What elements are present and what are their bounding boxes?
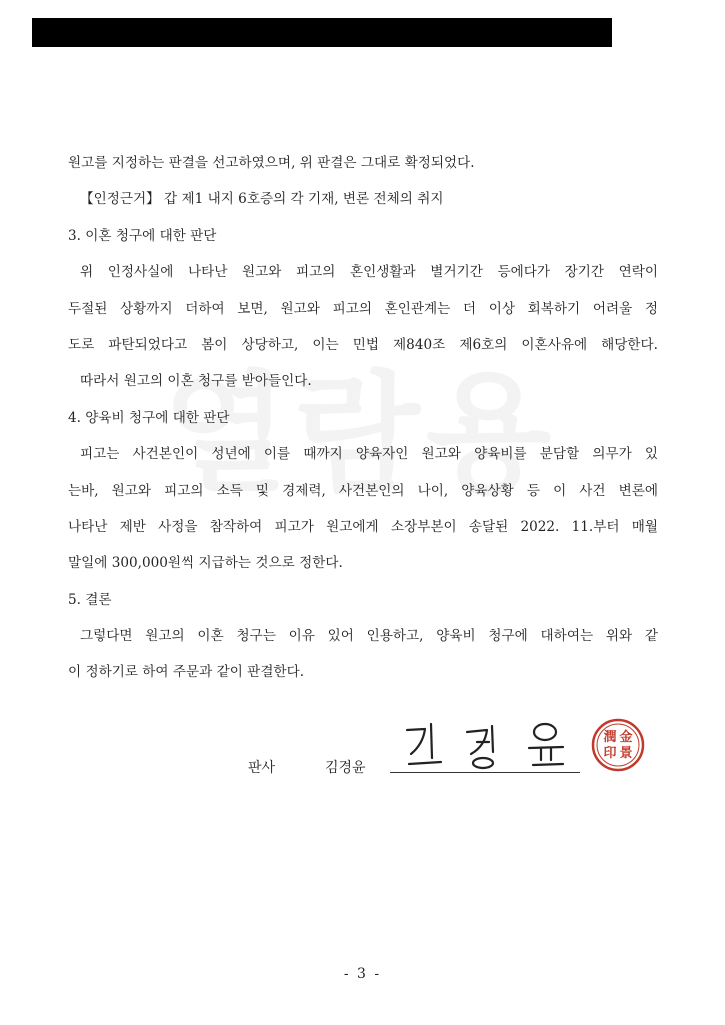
handwritten-signature: [395, 712, 575, 772]
svg-text:金: 金: [619, 730, 633, 745]
paragraph-line: 는바, 원고와 피고의 소득 및 경제력, 사건본인의 나이, 양육상황 등 이 사건 변론에: [68, 482, 658, 499]
paragraph-line: 위 인정사실에 나타난 원고와 피고의 혼인생활과 별거기간 등에다가 장기간 연락이: [80, 264, 658, 281]
document-body: [68, 145, 658, 691]
paragraph-line: 피고는 사건본인이 성년에 이를 때까지 양육자인 원고와 양육비를 분담할 의무가 있: [80, 446, 658, 463]
judge-title: 판사: [248, 760, 276, 776]
redaction-bar: [32, 18, 612, 47]
paragraph-line: 그렇다면 원고의 이혼 청구는 이유 있어 인용하고, 양육비 청구에 대하여는 위와 같: [80, 628, 658, 645]
page-number: - 3 -: [343, 966, 382, 982]
svg-text:景: 景: [619, 746, 633, 761]
evidence-basis: 【인정근거】 갑 제1 내지 6호증의 각 기재, 변론 전체의 취지: [80, 191, 444, 208]
section-heading-child-support: 4. 양육비 청구에 대한 판단: [68, 409, 230, 426]
paragraph-line: 말일에 300,000원씩 지급하는 것으로 정한다.: [68, 555, 343, 572]
paragraph-line: 원고를 지정하는 판결을 선고하였으며, 위 판결은 그대로 확정되었다.: [68, 155, 475, 171]
judge-name: 김경윤: [325, 760, 366, 776]
paragraph-line: 따라서 원고의 이혼 청구를 받아들인다.: [80, 373, 312, 390]
paragraph-line: 이 정하기로 하여 주문과 같이 판결한다.: [68, 664, 305, 681]
paragraph-line: 두절된 상황까지 더하여 보면, 원고와 피고의 혼인관계는 더 이상 회복하기 어려울 정: [68, 300, 658, 317]
section-heading-conclusion: 5. 결론: [68, 591, 112, 608]
signature-line: [390, 772, 580, 773]
signature-block: [0, 700, 725, 790]
paragraph-line: 도로 파탄되었다고 봄이 상당하고, 이는 민법 제840조 제6호의 이혼사유에 해당한다.: [68, 336, 658, 353]
judge-seal: [591, 718, 645, 772]
svg-text:潤: 潤: [603, 730, 617, 745]
section-heading-divorce: 3. 이혼 청구에 대한 판단: [68, 227, 217, 244]
paragraph-line: 나타난 제반 사정을 참작하여 피고가 원고에게 소장부본이 송달된 2022. 11.부터 매월: [68, 518, 658, 535]
svg-text:印: 印: [603, 746, 617, 761]
